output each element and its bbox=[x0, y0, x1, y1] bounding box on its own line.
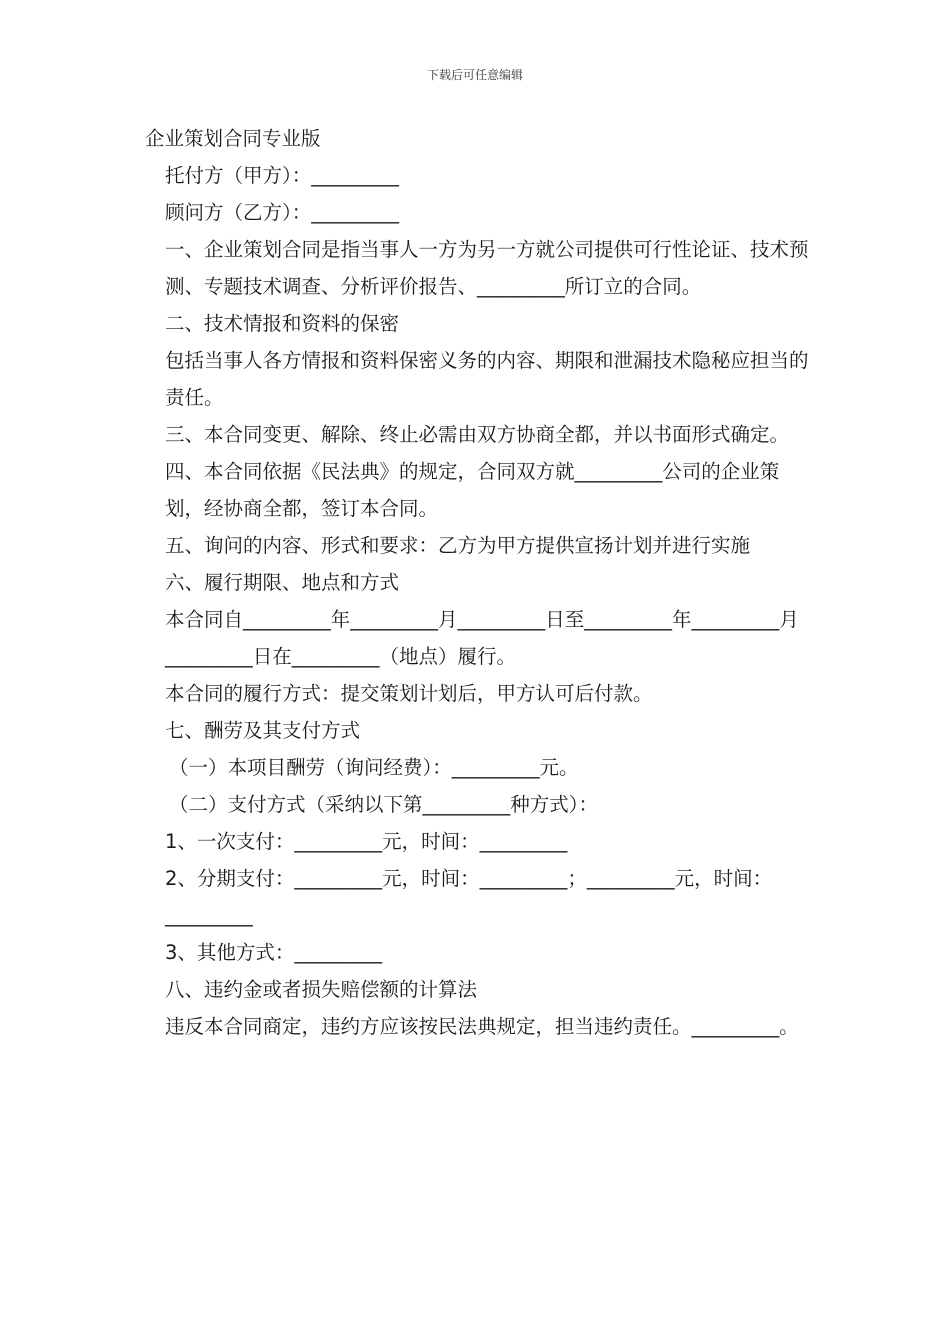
paragraph: 2、分期支付：_________元，时间：_________；_________元，时间：_________ bbox=[165, 867, 773, 927]
paragraph: 三、本合同变更、解除、终止必需由双方协商全都，并以书面形式确定。 bbox=[165, 423, 790, 446]
paragraph: 违反本合同商定，违约方应该按民法典规定，担当违约责任。_________。 bbox=[165, 1015, 799, 1038]
paragraph: 二、技术情报和资料的保密 bbox=[165, 312, 400, 335]
paragraph: 3、其他方式：_________ bbox=[165, 941, 383, 964]
paragraph: 包括当事人各方情报和资料保密义务的内容、期限和泄漏技术隐秘应担当的责任。 bbox=[165, 349, 809, 409]
page-header: 下载后可任意编辑 bbox=[426, 68, 523, 82]
paragraph: 一、企业策划合同是指当事人一方为另一方就公司提供可行性论证、技术预测、专题技术调查、分析评价报告、_________所订立的合同。 bbox=[165, 238, 809, 298]
paragraph: 托付方（甲方）：_________ bbox=[165, 164, 400, 187]
paragraph: 1、一次支付：_________元，时间：_________ bbox=[165, 830, 568, 853]
paragraph: 六、履行期限、地点和方式 bbox=[165, 571, 400, 594]
paragraph: 本合同自_________年_________月_________日至_________年_________月_________日在_________（地点）履行。 bbox=[165, 608, 799, 668]
paragraph: 七、酬劳及其支付方式 bbox=[165, 719, 361, 742]
paragraph: 四、本合同依据《民法典》的规定，合同双方就_________公司的企业策划，经协商全都，签订本合同。 bbox=[165, 460, 780, 520]
paragraph: 五、询问的内容、形式和要求：乙方为甲方提供宣扬计划并进行实施 bbox=[165, 534, 751, 557]
paragraph: 本合同的履行方式：提交策划计划后，甲方认可后付款。 bbox=[165, 682, 653, 705]
document-body bbox=[145, 120, 810, 1045]
document-title: 企业策划合同专业版 bbox=[145, 127, 321, 150]
paragraph: （二）支付方式（采纳以下第_________种方式）： bbox=[169, 793, 599, 816]
paragraph: （一）本项目酬劳（询问经费）：_________元。 bbox=[169, 756, 579, 779]
paragraph: 顾问方（乙方）：_________ bbox=[165, 201, 400, 224]
paragraph: 八、违约金或者损失赔偿额的计算法 bbox=[165, 978, 478, 1001]
